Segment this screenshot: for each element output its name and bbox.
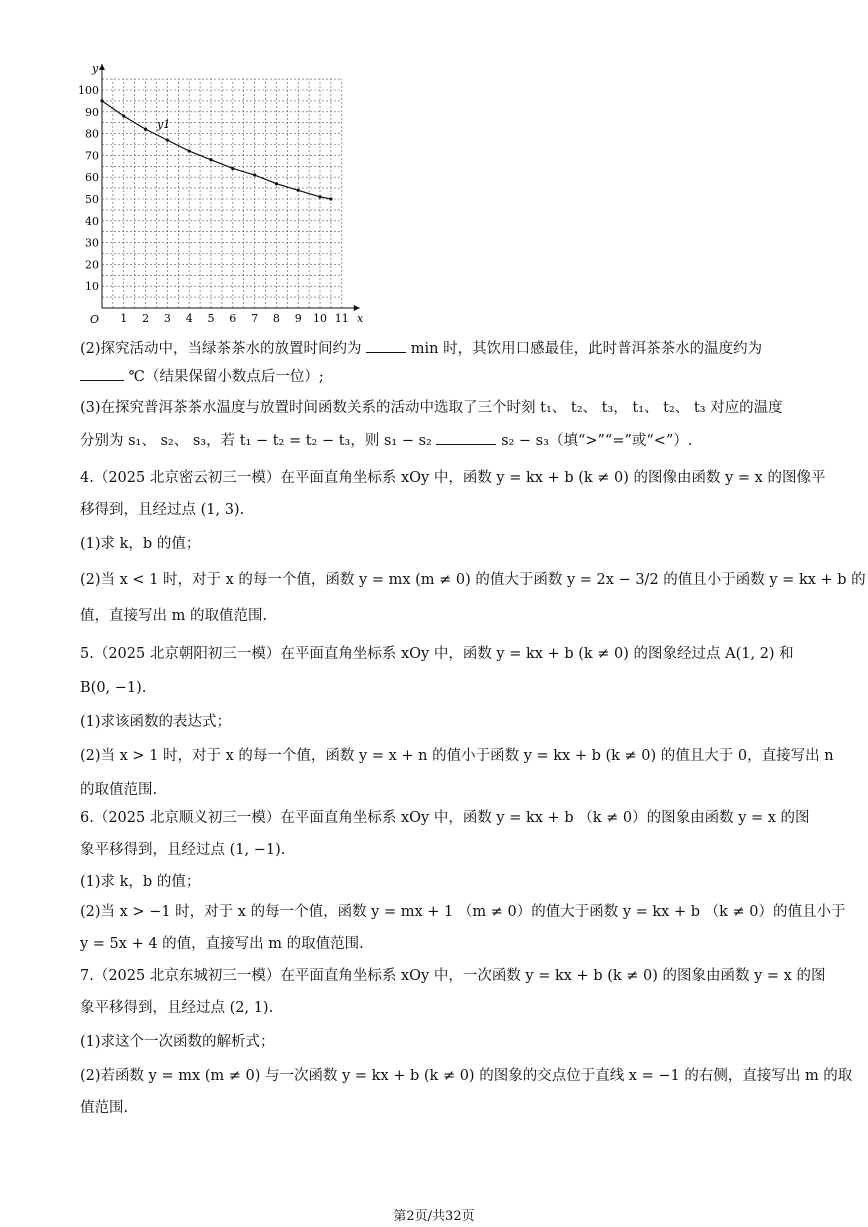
x-tick-label: 8 [272, 312, 280, 325]
x-tick-label: 5 [207, 312, 215, 325]
series-line-y1 [102, 101, 331, 199]
data-point [166, 139, 169, 142]
series-label-y1: y1 [157, 118, 171, 131]
x-tick-label: 7 [251, 312, 259, 325]
y-tick-label: 90 [85, 105, 99, 119]
data-point [318, 195, 321, 198]
data-point [231, 167, 234, 170]
problem-4-part-1: (1)求 k，b 的值； [80, 536, 201, 552]
q2-line-2 [80, 364, 800, 389]
page-footer: 第2页/共32页 [393, 1209, 475, 1224]
problem-6-line-1: 6.（2025 北京顺义初三一模）在平面直角坐标系 xOy 中，函数 y = kx + b （k ≠ 0）的图象由函数 y = x 的图 [80, 810, 810, 826]
q3-blank[interactable] [436, 428, 496, 445]
chart-ticks [78, 84, 349, 325]
origin-label: O [90, 313, 100, 326]
data-point [253, 173, 256, 176]
q2-line-1 [80, 336, 800, 361]
y-tick-label: 50 [85, 193, 99, 206]
data-point [100, 99, 103, 102]
y-tick-label: 80 [85, 127, 99, 141]
x-axis-label: x [357, 312, 364, 325]
y-tick-label: 60 [85, 171, 99, 185]
problem-4-line-2: 移得到，且经过点 (1, 3). [80, 502, 245, 518]
y-tick-label: 30 [85, 236, 99, 250]
q3-text-2a: 分别为 s₁、 s₂、 s₃，若 t₁ − t₂ = t₂ − t₃，则 s₁ − s₂ [80, 433, 432, 449]
y-tick-label: 10 [85, 280, 99, 294]
y-tick-label: 20 [85, 258, 99, 272]
y-axis-label: y [92, 62, 99, 75]
q2-blank-2[interactable] [80, 364, 124, 381]
problem-4-line-5: 值，直接写出 m 的取值范围. [80, 608, 268, 624]
data-point [144, 128, 147, 131]
q2-text-b: min 时，其饮用口感最佳，此时普洱茶茶水的温度约为 [410, 341, 763, 357]
q2-blank-1[interactable] [366, 336, 406, 353]
problem-4-line-1: 4.（2025 北京密云初三一模）在平面直角坐标系 xOy 中，函数 y = kx + b (k ≠ 0) 的图像由函数 y = x 的图像平 [80, 470, 826, 486]
q2-text-a: (2)探究活动中，当绿茶茶水的放置时间约为 [80, 341, 362, 357]
data-point [329, 197, 332, 200]
x-tick-label: 4 [185, 312, 193, 325]
data-point [297, 189, 300, 192]
problem-6-line-5: y = 5x + 4 的值，直接写出 m 的取值范围. [80, 936, 364, 952]
data-point [188, 149, 191, 152]
x-tick-label: 9 [294, 312, 302, 325]
chart-grid [102, 79, 342, 308]
x-tick-label: 3 [163, 312, 171, 325]
data-point [209, 158, 212, 161]
problem-7-part-1: (1)求这个一次函数的解析式； [80, 1034, 275, 1050]
problem-5-line-5: 的取值范围. [80, 782, 158, 798]
x-axis-arrow [354, 305, 360, 311]
y-tick-label: 100 [78, 84, 99, 97]
chart-series [100, 99, 332, 200]
problem-5-line-1: 5.（2025 北京朝阳初三一模）在平面直角坐标系 xOy 中，函数 y = kx + b (k ≠ 0) 的图象经过点 A(1, 2) 和 [80, 646, 794, 662]
y-axis-arrow [99, 64, 105, 70]
x-tick-label: 1 [120, 312, 128, 325]
x-tick-label: 2 [142, 312, 150, 325]
data-point [122, 115, 125, 118]
problem-7-part-2: (2)若函数 y = mx (m ≠ 0) 与一次函数 y = kx + b (k ≠ 0) 的图象的交点位于直线 x = −1 的右侧，直接写出 m 的取 [80, 1068, 853, 1084]
problem-5-line-2: B(0, −1). [80, 680, 147, 696]
problem-7-line-2: 象平移得到，且经过点 (2, 1). [80, 1000, 274, 1016]
x-tick-label: 11 [334, 312, 349, 325]
q3-line-2 [80, 428, 800, 453]
problem-5-part-2: (2)当 x > 1 时，对于 x 的每一个值，函数 y = x + n 的值小于函数 y = kx + b (k ≠ 0) 的值且大于 0，直接写出 n [80, 748, 834, 764]
problem-4-part-2: (2)当 x < 1 时，对于 x 的每一个值，函数 y = mx (m ≠ 0) 的值大于函数 y = 2x − 3/2 的值且小于函数 y = kx + b 的 [80, 572, 866, 588]
q3-line-1 [80, 396, 800, 420]
problem-5-part-1: (1)求该函数的表达式； [80, 714, 232, 730]
q3-text-2b: s₂ − s₃（填“>”“=”或“<”）. [501, 433, 693, 449]
problem-7-line-5: 值范围. [80, 1100, 129, 1116]
x-tick-label: 6 [229, 312, 237, 325]
problem-6-part-2: (2)当 x > −1 时，对于 x 的每一个值，函数 y = mx + 1 （m ≠ 0）的值大于函数 y = kx + b （k ≠ 0）的值且小于 [80, 904, 846, 920]
problem-6-line-2: 象平移得到，且经过点 (1, −1). [80, 842, 286, 858]
data-point [275, 182, 278, 185]
y-tick-label: 70 [85, 149, 99, 163]
x-tick-label: 10 [313, 312, 327, 325]
temperature-chart [70, 58, 370, 330]
y-tick-label: 40 [85, 214, 99, 228]
problem-6-part-1: (1)求 k，b 的值； [80, 874, 201, 890]
q3-text-1: (3)在探究普洱茶茶水温度与放置时间函数关系的活动中选取了三个时刻 t₁、 t₂、 t₃， t₁、 t₂、 t₃ 对应的温度 [80, 400, 783, 416]
problem-7-line-1: 7.（2025 北京东城初三一模）在平面直角坐标系 xOy 中，一次函数 y = kx + b (k ≠ 0) 的图象由函数 y = x 的图 [80, 968, 826, 984]
q2-text-c: ℃（结果保留小数点后一位）; [128, 369, 324, 385]
